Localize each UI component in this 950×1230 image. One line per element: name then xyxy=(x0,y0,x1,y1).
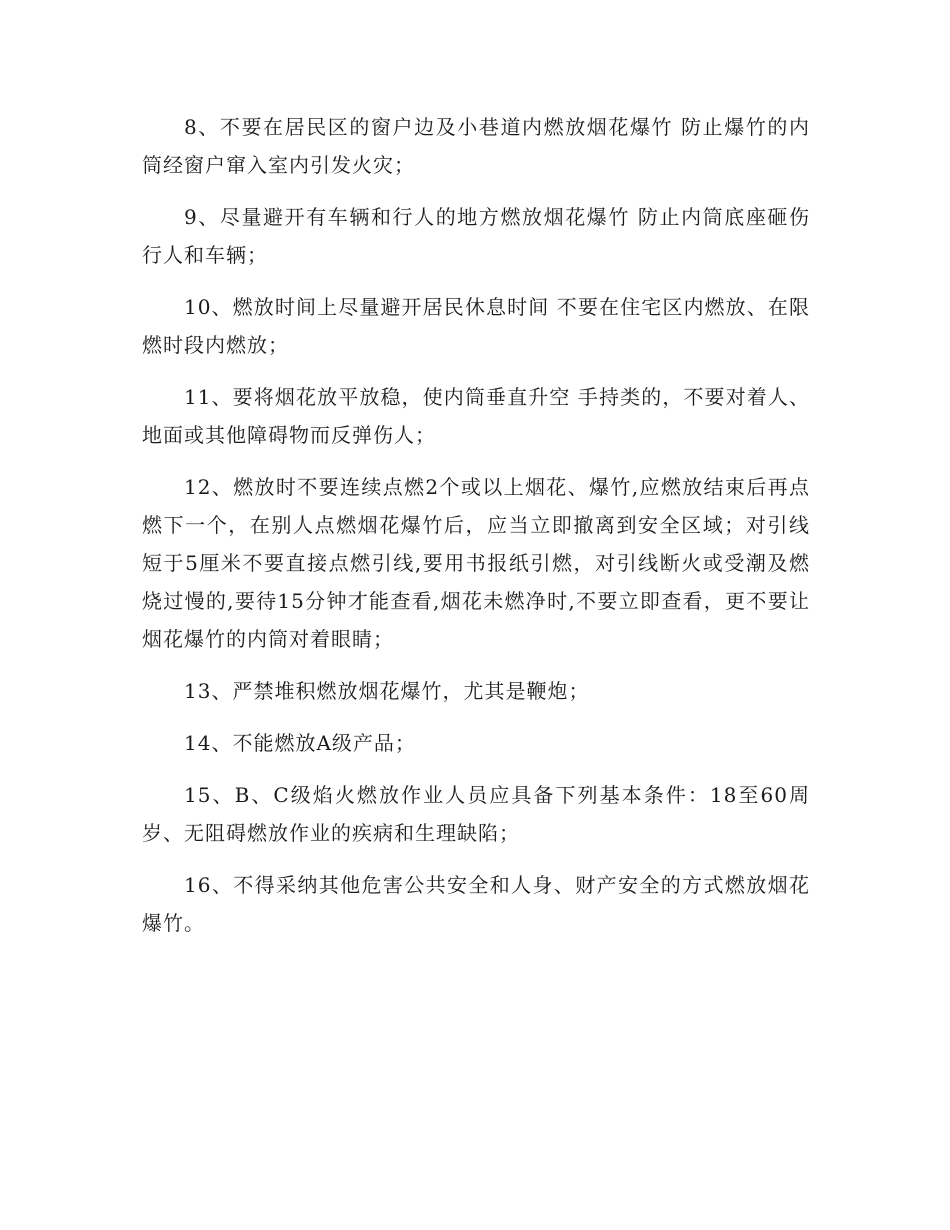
paragraph-item-15: 15、B、C级焰火燃放作业人员应具备下列基本条件：18至60周岁、无阻碍燃放作业的疾病和生理缺陷； xyxy=(142,783,810,845)
paragraph-item-11: 11、要将烟花放平放稳，使内筒垂直升空 手持类的，不要对着人、地面或其他障碍物而反弹伤人； xyxy=(142,385,810,447)
paragraph-item-13: 13、严禁堆积燃放烟花爆竹，尤其是鞭炮； xyxy=(184,679,590,703)
paragraph-item-12: 12、燃放时不要连续点燃2个或以上烟花、爆竹,应燃放结束后再点燃下一个，在别人点燃烟花爆竹后，应当立即撤离到安全区域；对引线短于5厘米不要直接点燃引线,要用书报纸引燃，对引线断火或受潮及燃烧过慢的,要待15分钟才能查看,烟花未燃净时,不要立即查看，更不要让烟花爆竹的内筒对着眼睛； xyxy=(142,475,810,651)
paragraph-item-16: 16、不得采纳其他危害公共安全和人身、财产安全的方式燃放烟花爆竹。 xyxy=(142,873,810,935)
paragraph-item-8: 8、不要在居民区的窗户边及小巷道内燃放烟花爆竹 防止爆竹的内筒经窗户窜入室内引发火灾； xyxy=(142,115,810,177)
document-body xyxy=(142,108,810,956)
paragraph-item-9: 9、尽量避开有车辆和行人的地方燃放烟花爆竹 防止内筒底座砸伤行人和车辆； xyxy=(142,205,810,267)
paragraph-item-10: 10、燃放时间上尽量避开居民休息时间 不要在住宅区内燃放、在限燃时段内燃放； xyxy=(142,295,810,357)
paragraph-item-14: 14、不能燃放A级产品； xyxy=(184,731,416,755)
